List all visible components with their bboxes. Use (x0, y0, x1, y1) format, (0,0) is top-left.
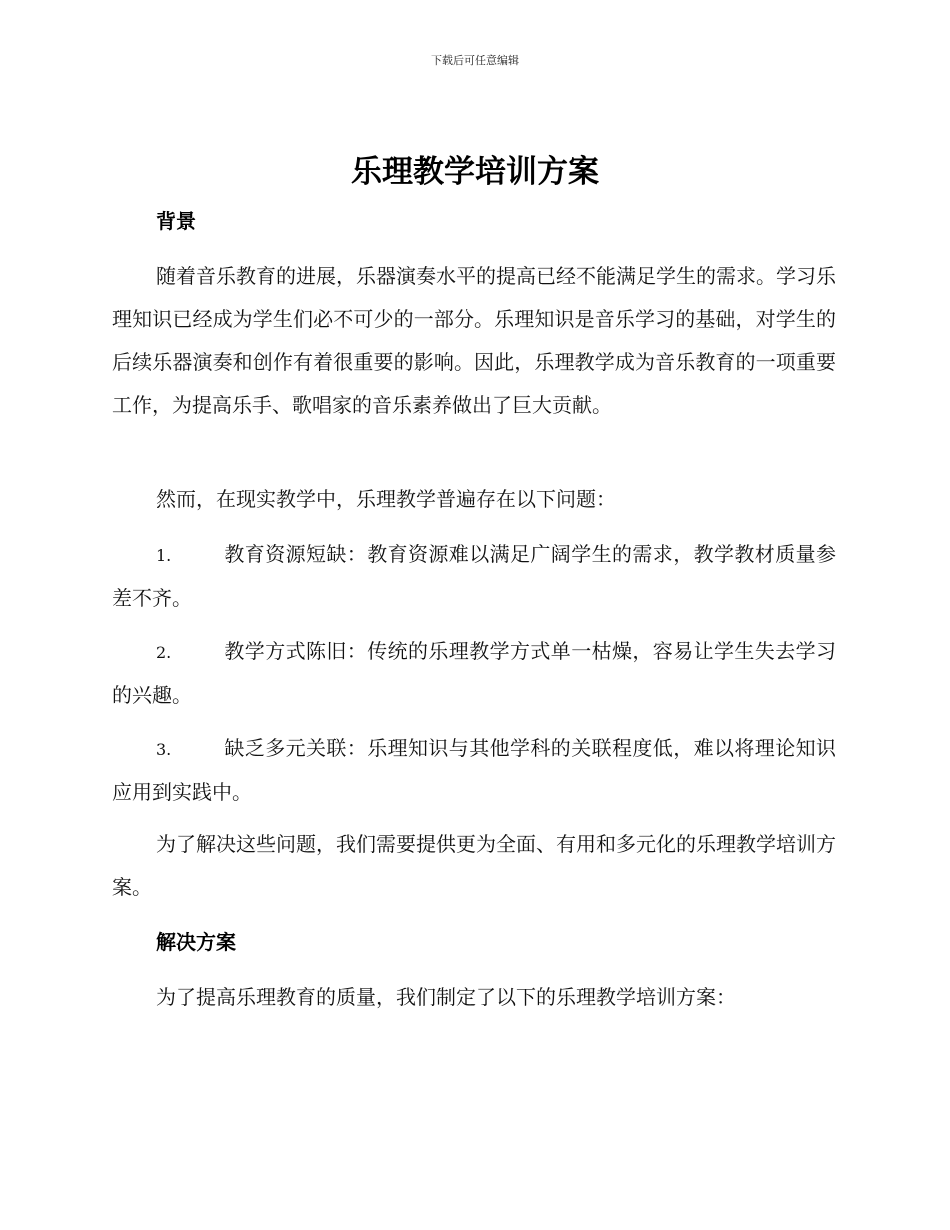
page-header-note: 下载后可任意编辑 (431, 54, 519, 67)
document-title: 乐理教学培训方案 (351, 154, 599, 190)
list-item (112, 533, 836, 620)
background-paragraph-1: 随着音乐教育的进展，乐器演奏水平的提高已经不能满足学生的需求。学习乐理知识已经成为学生们必不可少的一部分。乐理知识是音乐学习的基础，对学生的后续乐器演奏和创作有着很重要的影响。因此，乐理教学成为音乐教育的一项重要工作，为提高乐手、歌唱家的音乐素养做出了巨大贡献。 (112, 264, 836, 417)
list-item (112, 727, 836, 814)
list-item-number: 2. (156, 643, 172, 662)
list-item-text: 缺乏多元关联：乐理知识与其他学科的关联程度低，难以将理论知识应用到实践中。 (112, 736, 836, 804)
list-item-text: 教育资源短缺：教育资源难以满足广阔学生的需求，教学教材质量参差不齐。 (112, 542, 836, 610)
section-heading-solution: 解决方案 (156, 930, 236, 954)
background-paragraph-2: 然而，在现实教学中，乐理教学普遍存在以下问题： (156, 487, 616, 511)
list-item-number: 3. (156, 740, 172, 759)
list-item-text: 教学方式陈旧：传统的乐理教学方式单一枯燥，容易让学生失去学习的兴趣。 (112, 639, 836, 707)
list-item-number: 1. (156, 546, 172, 565)
solution-paragraph-1: 为了提高乐理教育的质量，我们制定了以下的乐理教学培训方案： (156, 985, 736, 1009)
section-heading-background: 背景 (156, 209, 196, 233)
background-paragraph-3: 为了解决这些问题，我们需要提供更为全面、有用和多元化的乐理教学培训方案。 (112, 832, 836, 899)
list-item (112, 630, 836, 717)
